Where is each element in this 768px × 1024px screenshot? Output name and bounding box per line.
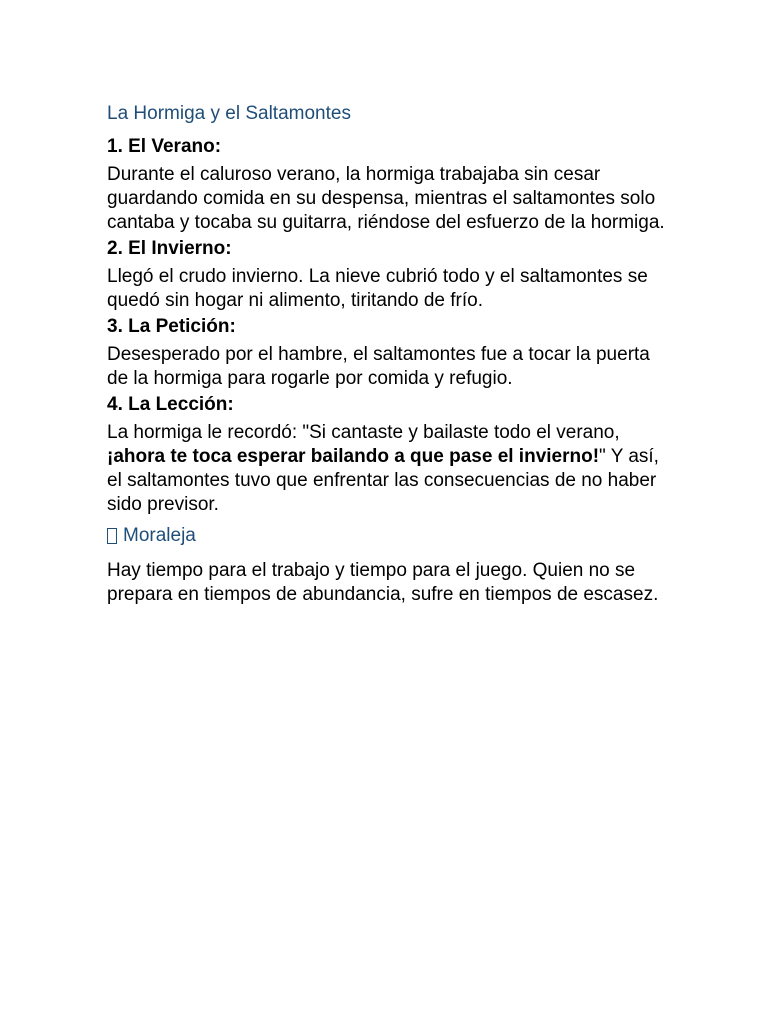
document-title: La Hormiga y el Saltamontes	[107, 103, 351, 124]
section-leccion	[107, 393, 667, 517]
section-body	[107, 421, 667, 517]
section-body: Llegó el crudo invierno. La nieve cubrió todo y el saltamontes se quedó sin hogar ni alimento, tiritando de frío.	[107, 266, 648, 311]
lesson-bold-quote: ¡ahora te toca esperar bailando a que pase el invierno!	[107, 446, 600, 467]
missing-glyph-icon	[107, 528, 117, 544]
moral-heading	[107, 523, 667, 549]
document-page	[107, 101, 667, 607]
moral-body: Hay tiempo para el trabajo y tiempo para el juego. Quien no se prepara en tiempos de abundancia, sufre en tiempos de escasez.	[107, 560, 659, 605]
lesson-text-before: La hormiga le recordó: "Si cantaste y bailaste todo el verano,	[107, 422, 620, 443]
section-verano	[107, 135, 667, 235]
section-heading: 4. La Lección:	[107, 394, 234, 415]
section-heading: 2. El Invierno:	[107, 238, 232, 259]
section-body: Durante el caluroso verano, la hormiga trabajaba sin cesar guardando comida en su despensa, mientras el saltamontes solo cantaba y tocaba su guitarra, riéndose del esfuerzo de la hormiga.	[107, 164, 665, 233]
section-heading: 1. El Verano:	[107, 136, 222, 157]
moral-heading-label: Moraleja	[123, 525, 196, 546]
section-body: Desesperado por el hambre, el saltamontes fue a tocar la puerta de la hormiga para rogarle por comida y refugio.	[107, 344, 650, 389]
section-invierno	[107, 237, 667, 313]
lesson-text-after: " Y así, el saltamontes tuvo que enfrentar las consecuencias de no haber sido previsor.	[107, 446, 659, 515]
section-heading: 3. La Petición:	[107, 316, 236, 337]
section-peticion	[107, 315, 667, 391]
